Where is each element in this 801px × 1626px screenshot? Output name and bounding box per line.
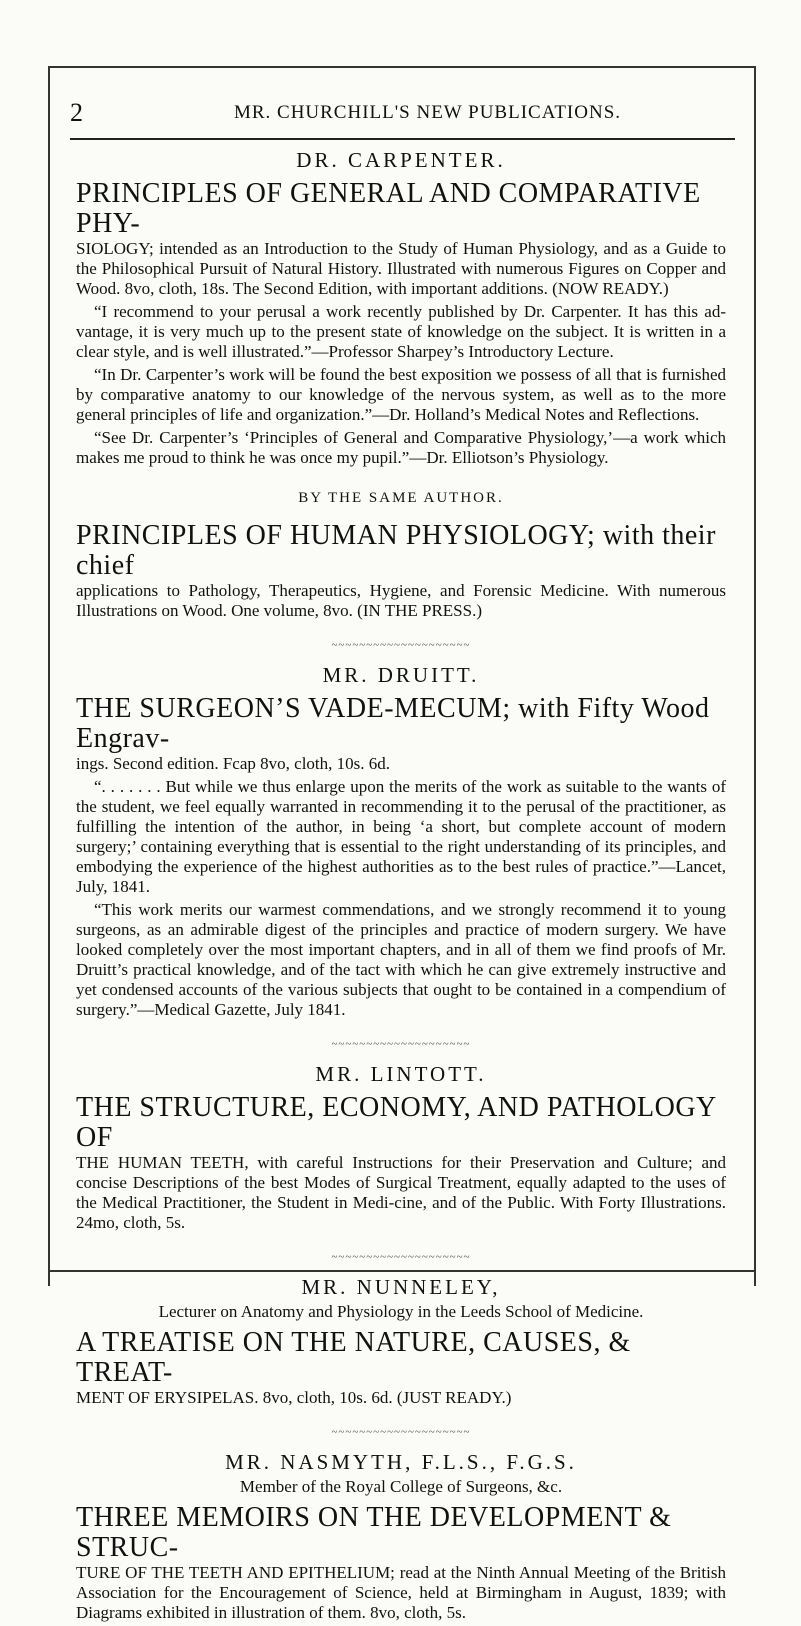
book-description: SIOLOGY; intended as an Introduction to the Study of Human Physiology, and as a Guide to the Philosophical Pursuit of Natural History. Illustrated with numerous Figures on Copper and Wood. 8vo, cloth, 18s. The Second Edition, with important additions. (NOW READY.) [76, 239, 726, 298]
book-title: PRINCIPLES OF GENERAL AND COMPARATIVE PHY- [76, 178, 701, 239]
review-quote: “This work merits our warmest commendations, and we strongly recommend it to young surgeons, as an admirable digest of the principles and practice of modern surgery. We have looked completely over the most important chapters, and in all of them we find proofs of Mr. Druitt’s practical knowledge, and of the tact with which he can give extremely instructive and yet condensed accounts of the various subjects that ought to be contained in a compendium of surgery.”—Medical Gazette, July 1841. [76, 900, 726, 1019]
review-quote: “See Dr. Carpenter’s ‘Principles of General and Comparative Physiology,’—a work which makes me proud to think he was once my pupil.”—Dr. Elliotson’s Physiology. [76, 428, 726, 467]
section-nunneley [76, 1275, 726, 1408]
book-title: A TREATISE ON THE NATURE, CAUSES, & TREAT- [76, 1327, 631, 1388]
page-number: 2 [70, 98, 83, 127]
bottom-rule [48, 1270, 756, 1272]
ornamental-divider: ~~~~~~~~~~~~~~~~~~~~ [331, 1038, 471, 1050]
review-quote: “In Dr. Carpenter’s work will be found the best exposition we possess of all that is furnished by comparative anatomy to our knowledge of the nervous system, as well as to the more general principles of life and organization.”—Dr. Holland’s Medical Notes and Reflections. [76, 365, 726, 424]
author-affiliation: Lecturer on Anatomy and Physiology in the Leeds School of Medicine. [158, 1302, 644, 1321]
ornamental-divider: ~~~~~~~~~~~~~~~~~~~~ [331, 1426, 471, 1438]
book-description: applications to Pathology, Therapeutics, Hygiene, and Forensic Medicine. With numerous Illustrations on Wood. One volume, 8vo. (IN THE PRESS.) [76, 581, 726, 620]
running-title: MR. CHURCHILL'S NEW PUBLICATIONS. [233, 102, 622, 123]
section-carpenter [76, 148, 726, 621]
book-title: THE STRUCTURE, ECONOMY, AND PATHOLOGY OF [76, 1092, 716, 1153]
author-heading: MR. NASMYTH, F.L.S., F.G.S. [225, 1450, 577, 1474]
book-description: THE HUMAN TEETH, with careful Instructions for their Preservation and Culture; and concise Descriptions of the best Modes of Surgical Treatment, equally adapted to the uses of the Medical Practitioner, the Student in Medi-cine, and of the Public. With Forty Illustrations. 24mo, cloth, 5s. [76, 1153, 726, 1232]
section-druitt [76, 663, 726, 1020]
book-description: TURE OF THE TEETH AND EPITHELIUM; read at the Ninth Annual Meeting of the British Association for the Encouragement of Science, held at Birmingham in August, 1839; with Diagrams exhibited in illustration of them. 8vo, cloth, 5s. [76, 1563, 726, 1622]
book-description: ings. Second edition. Fcap 8vo, cloth, 10s. 6d. [76, 754, 391, 773]
author-heading: MR. NUNNELEY, [301, 1275, 501, 1299]
section-nasmyth [76, 1450, 726, 1623]
author-affiliation: Member of the Royal College of Surgeons, &c. [239, 1477, 563, 1496]
book-title: PRINCIPLES OF HUMAN PHYSIOLOGY; with their chief [76, 520, 716, 581]
book-title: THREE MEMOIRS ON THE DEVELOPMENT & STRUC- [76, 1502, 672, 1563]
book-title: THE SURGEON’S VADE-MECUM; with Fifty Wood Engrav- [76, 693, 710, 754]
page-content [76, 148, 726, 1626]
author-heading: DR. CARPENTER. [296, 148, 506, 172]
page-header [70, 98, 735, 140]
book-description: MENT OF ERYSIPELAS. 8vo, cloth, 10s. 6d. (JUST READY.) [76, 1388, 512, 1407]
author-heading: MR. LINTOTT. [315, 1062, 487, 1086]
section-lintott [76, 1062, 726, 1233]
author-heading: MR. DRUITT. [322, 663, 480, 687]
same-author-note: BY THE SAME AUTHOR. [298, 490, 504, 506]
ornamental-divider: ~~~~~~~~~~~~~~~~~~~~ [331, 1251, 471, 1263]
review-quote: “I recommend to your perusal a work recently published by Dr. Carpenter. It has this ad-vantage, it is very much up to the present state of knowledge on the subject. It is written in a clear style, and is well illustrated.”—Professor Sharpey’s Introductory Lecture. [76, 302, 726, 361]
review-quote: “. . . . . . . But while we thus enlarge upon the merits of the work as suitable to the wants of the student, we feel equally warranted in recommending it to the perusal of the practitioner, as fulfilling the intention of the author, in being ‘a short, but complete account of modern surgery;’ containing everything that is essential to the right understanding of its principles, and embodying the experience of the highest authorities as to the best rules of practice.”—Lancet, July, 1841. [76, 777, 726, 896]
ornamental-divider: ~~~~~~~~~~~~~~~~~~~~ [331, 639, 471, 651]
